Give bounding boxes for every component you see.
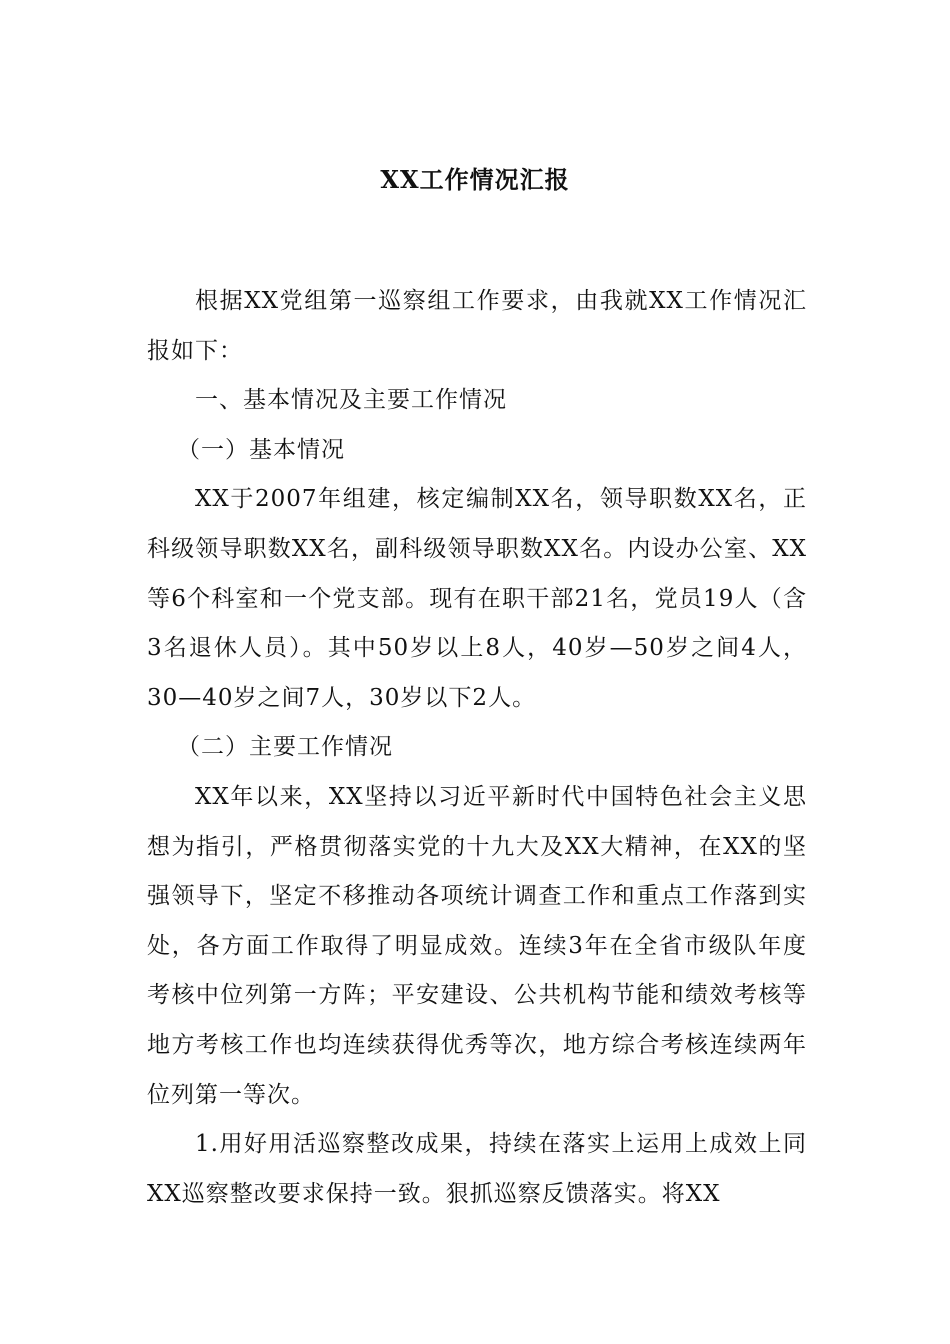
intro-paragraph: 根据XX党组第一巡察组工作要求，由我就XX工作情况汇报如下： [147,288,807,364]
section-heading-1: 一、基本情况及主要工作情况 [195,387,507,414]
work-summary-paragraph: XX年以来，XX坚持以习近平新时代中国特色社会主义思想为指引，严格贯彻落实党的十九大及XX大精神，在XX的坚强领导下，坚定不移推动各项统计调查工作和重点工作落到实处，各方面工作取得了明显成效。连续3年在全省市级队年度考核中位列第一方阵；平安建设、公共机构节能和绩效考核等地方考核工作也均连续获得优秀等次，地方综合考核连续两年位列第一等次。 [147,783,807,1108]
subsection-heading-basic: （一）基本情况 [177,436,345,463]
document-body [147,277,807,1219]
subsection-heading-work: （二）主要工作情况 [177,734,393,761]
basic-info-paragraph: XX于2007年组建，核定编制XX名，领导职数XX名，正科级领导职数XX名，副科级领导职数XX名。内设办公室、XX等6个科室和一个党支部。现有在职干部21名，党员19人（含3名退休人员）。其中50岁以上8人，40岁—50岁之间4人，30—40岁之间7人，30岁以下2人。 [147,486,807,711]
item-1-paragraph: 1.用好用活巡察整改成果，持续在落实上运用上成效上同XX巡察整改要求保持一致。狠抓巡察反馈落实。将XX [147,1131,807,1207]
document-title: XX工作情况汇报 [380,165,570,194]
